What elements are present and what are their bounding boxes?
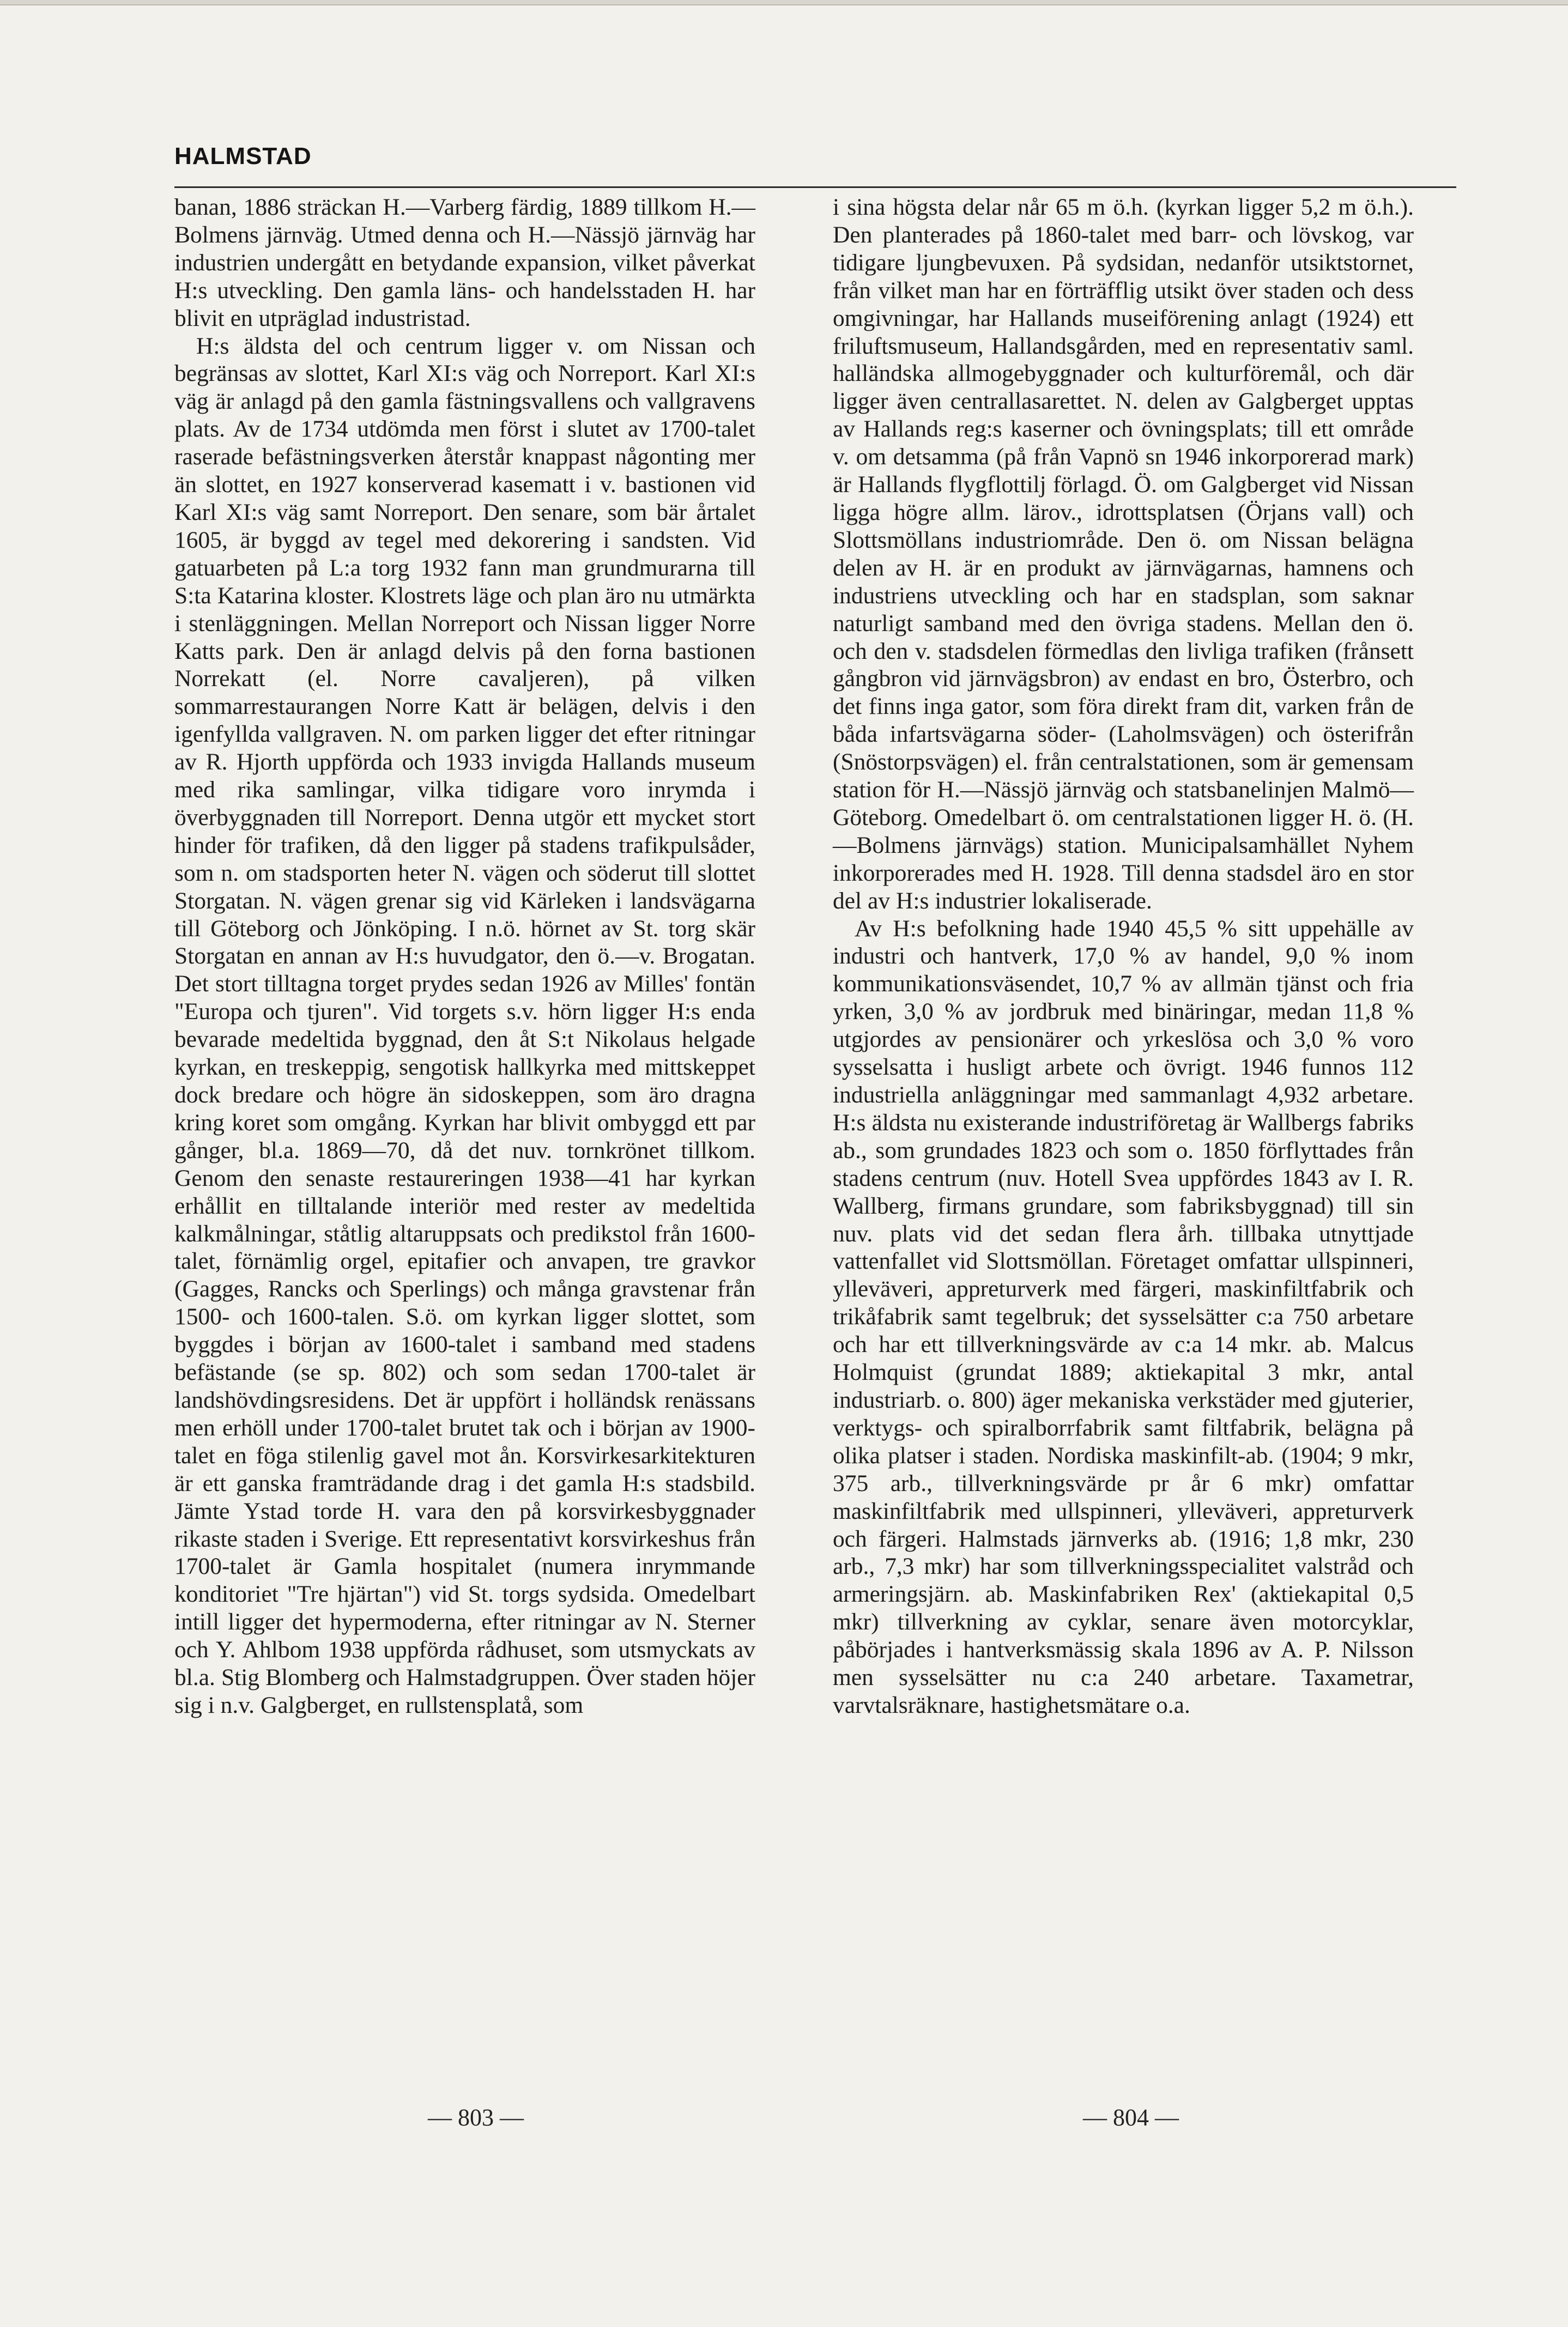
left-column — [174, 193, 755, 1719]
right-column — [833, 193, 1414, 1719]
paragraph: Av H:s befolkning hade 1940 45,5 % sitt uppehälle av industri och hantverk, 17,0 % av handel, 9,0 % inom kommunikationsväsendet, 10,7 % av allmän tjänst och fria yrken, 3,0 % av jordbruk med binäringar, medan 11,8 % utgjordes av pensionärer och yrkeslösa och 3,0 % voro sysselsatta i husligt arbete och övrigt. 1946 funnos 112 industriella anläggningar med sammanlagt 4,932 arbetare. H:s äldsta nu existerande industriföretag är Wallbergs fabriks ab., som grundades 1823 och som o. 1850 förflyttades från stadens centrum (nuv. Hotell Svea uppfördes 1843 av I. R. Wallberg, firmans grundare, som fabriksbyggnad) till sin nuv. plats vid det sedan flera årh. tillbaka utnyttjade vattenfallet vid Slottsmöllan. Företaget omfattar ullspinneri, ylleväveri, appreturverk med färgeri, maskinfiltfabrik och trikåfabrik samt tegelbruk; det sysselsätter c:a 750 arbetare och har ett tillverkningsvärde av c:a 14 mkr. ab. Malcus Holmquist (grundat 1889; aktiekapital 3 mkr, antal industriarb. o. 800) äger mekaniska verkstäder med gjuterier, verktygs- och spiralborrfabrik samt filtfabrik, belägna på olika platser i staden. Nordiska maskinfilt-ab. (1904; 9 mkr, 375 arb., tillverkningsvärde pr år 6 mkr) omfattar maskinfiltfabrik med ullspinneri, ylleväveri, appreturverk och färgeri. Halmstads järnverks ab. (1916; 1,8 mkr, 230 arb., 7,3 mkr) har som tillverkningsspecialitet valstråd och armeringsjärn. ab. Maskinfabriken Rex' (aktiekapital 0,5 mkr) tillverkning av cyklar, senare även motorcyklar, påbörjades i hantverksmässig skala 1896 av A. P. Nilsson men sysselsätter nu c:a 240 arbetare. Taxametrar, varvtalsräknare, hastighetsmätare o.a. — [833, 915, 1414, 1718]
page-number-left: — 803 — — [428, 2104, 524, 2131]
page-number-right: — 804 — — [1083, 2104, 1179, 2131]
paragraph: banan, 1886 sträckan H.—Varberg färdig, 1889 tillkom H.—Bolmens järnväg. Utmed denna och H.—Nässjö järnväg har industrien undergått en betydande expansion, vilket påverkat H:s utveckling. Den gamla läns- och handelsstaden H. har blivit en utpräglad industristad. — [174, 194, 755, 331]
header-rule — [174, 186, 1456, 188]
paragraph: i sina högsta delar når 65 m ö.h. (kyrkan ligger 5,2 m ö.h.). Den planterades på 1860-talet med barr- och lövskog, var tidigare ljungbevuxen. På sydsidan, nedanför utsiktstornet, från vilket man har en förträfflig utsikt över staden och dess omgivningar, har Hallands museiförening anlagt (1924) ett friluftsmuseum, Hallandsgården, med en representativ saml. halländska allmogebyggnader och kulturföremål, och där ligger även centrallasarettet. N. delen av Galgberget upptas av Hallands reg:s kaserner och övningsplats; till ett område v. om detsamma (på från Vapnö sn 1946 inkorporerad mark) är Hallands flygflottilj förlagd. Ö. om Galgberget vid Nissan ligga högre allm. lärov., idrottsplatsen (Örjans vall) och Slottsmöllans industriområde. Den ö. om Nissan belägna delen av H. är en produkt av järnvägarnas, hamnens och industriens utveckling och har en stadsplan, som saknar naturligt samband med den övriga stadens. Mellan den ö. och den v. stadsdelen förmedlas den livliga trafiken (frånsett gångbron vid järnvägsbron) av endast en bro, Österbro, och det finns inga gator, som föra direkt fram dit, varken från de båda infartsvägarna söder- (Laholmsvägen) och österifrån (Snöstorpsvägen) el. från centralstationen, som är gemensam station för H.—Nässjö järnväg och statsbanelinjen Malmö—Göteborg. Omedelbart ö. om centralstationen ligger H. ö. (H.—Bolmens järnvägs) station. Municipalsamhället Nyhem inkorporerades med H. 1928. Till denna stadsdel äro en stor del av H:s industrier lokaliserade. — [833, 194, 1414, 914]
running-header: HALMSTAD — [174, 143, 312, 169]
page-edge — [0, 0, 1568, 5]
paragraph: H:s äldsta del och centrum ligger v. om Nissan och begränsas av slottet, Karl XI:s väg och Norreport. Karl XI:s väg är anlagd på den gamla fästningsvallens och vallgravens plats. Av de 1734 utdömda men först i slutet av 1700-talet raserade befästningsverken återstår knappast någonting mer än slottet, en 1927 konserverad kasematt i v. bastionen vid Karl XI:s väg samt Norreport. Den senare, som bär årtalet 1605, är byggd av tegel med dekorering i sandsten. Vid gatuarbeten på L:a torg 1932 fann man grundmurarna till S:ta Katarina kloster. Klostrets läge och plan äro nu utmärkta i stenläggningen. Mellan Norreport och Nissan ligger Norre Katts park. Den är anlagd delvis på den forna bastionen Norrekatt (el. Norre cavaljeren), på vilken sommarrestaurangen Norre Katt är belägen, delvis i den igenfyllda vallgraven. N. om parken ligger det efter ritningar av R. Hjorth uppförda och 1933 invigda Hallands museum med rika samlingar, vilka tidigare voro inrymda i överbyggnaden till Norreport. Denna utgör ett mycket stort hinder för trafiken, då den ligger på stadens trafikpulsåder, som n. om stadsporten heter N. vägen och söderut till slottet Storgatan. N. vägen grenar sig vid Kärleken i landsvägarna till Göteborg och Jönköping. I n.ö. hörnet av St. torg skär Storgatan en annan av H:s huvudgator, den ö.—v. Brogatan. Det stort tilltagna torget prydes sedan 1926 av Milles' fontän "Europa och tjuren". Vid torgets s.v. hörn ligger H:s enda bevarade medeltida byggnad, den åt S:t Nikolaus helgade kyrkan, en treskeppig, sengotisk hallkyrka med mittskeppet dock bredare och högre än sidoskeppen, som äro dragna kring koret som omgång. Kyrkan har blivit ombyggd ett par gånger, bl.a. 1869—70, då det nuv. tornkrönet tillkom. Genom den senaste restaureringen 1938—41 har kyrkan erhållit en tilltalande interiör med rester av medeltida kalkmålningar, ståtlig altaruppsats och predikstol från 1600-talet, förnämlig orgel, epitafier och anvapen, tre gravkor (Gagges, Rancks och Sperlings) och många gravstenar från 1500- och 1600-talen. S.ö. om kyrkan ligger slottet, som byggdes i början av 1600-talet i samband med stadens befästande (se sp. 802) och som sedan 1700-talet är landshövdingsresidens. Det är uppfört i holländsk renässans men erhöll under 1700-talet brutet tak och i början av 1900-talet en föga stilenlig gavel mot ån. Korsvirkesarkitekturen är ett ganska framträdande drag i det gamla H:s stadsbild. Jämte Ystad torde H. vara den på korsvirkesbyggnader rikaste staden i Sverige. Ett representativt korsvirkeshus från 1700-talet är Gamla hospitalet (numera inrymmande konditoriet "Tre hjärtan") vid St. torgs sydsida. Omedelbart intill ligger det hypermoderna, efter ritningar av N. Sterner och Y. Ahlbom 1938 uppförda rådhuset, som utsmyckats av bl.a. Stig Blomberg och Halmstadgruppen. Över staden höjer sig i n.v. Galgberget, en rullstensplatå, som — [174, 332, 755, 1718]
